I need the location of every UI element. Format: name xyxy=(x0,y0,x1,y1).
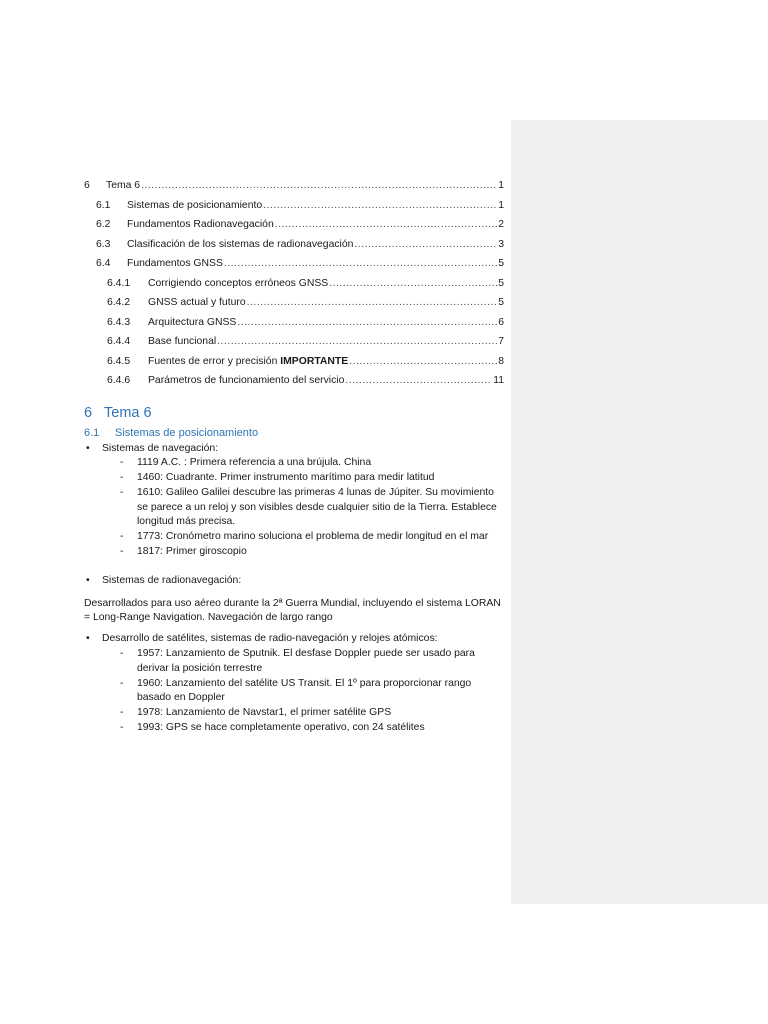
heading-1-number: 6 xyxy=(84,404,93,421)
toc-entry[interactable] xyxy=(84,180,504,200)
toc-entry[interactable] xyxy=(84,356,504,376)
list-item: - 1978: Lanzamiento de Navstar1, el primer satélite GPS xyxy=(102,706,504,721)
list-item: - 1957: Lanzamiento de Sputnik. El desfase Doppler puede ser usado para derivar la posición terrestre xyxy=(102,647,504,677)
toc-entry-page: 2 xyxy=(498,219,504,230)
toc-entry-title: Base funcional xyxy=(148,336,217,347)
toc-leader-dots xyxy=(345,375,492,386)
toc-leader-dots xyxy=(224,258,497,269)
toc-entry-title: Corrigiendo conceptos erróneos GNSS xyxy=(148,277,329,289)
satellite-list xyxy=(102,647,504,736)
toc-leader-dots xyxy=(354,239,497,250)
heading-2 xyxy=(84,427,504,442)
toc-entry[interactable] xyxy=(84,375,504,395)
heading-2-number: 6.1 xyxy=(84,426,100,439)
table-of-contents xyxy=(84,180,504,395)
toc-entry-page: 5 xyxy=(498,258,504,269)
toc-entry-title: Parámetros de funcionamiento del servicio xyxy=(148,375,345,386)
toc-entry-title: GNSS actual y futuro xyxy=(148,297,246,308)
toc-entry-number: 6 xyxy=(84,180,90,191)
heading-1-title: Tema 6 xyxy=(104,404,152,421)
toc-entry-page: 5 xyxy=(498,277,504,289)
toc-entry-page: 7 xyxy=(498,336,504,347)
toc-leader-dots xyxy=(349,356,497,367)
document-page xyxy=(84,180,504,736)
toc-entry-page: 5 xyxy=(498,297,504,308)
toc-entry[interactable] xyxy=(84,297,504,317)
toc-entry[interactable] xyxy=(84,239,504,259)
toc-entry-number: 6.1 xyxy=(96,199,111,211)
toc-leader-dots xyxy=(141,180,497,191)
toc-entry-page: 1 xyxy=(498,199,504,211)
toc-entry-title: Fuentes de error y precisión xyxy=(148,355,281,367)
comment-pane xyxy=(511,120,768,904)
toc-entry-title: Fundamentos GNSS xyxy=(127,258,223,269)
toc-entry-number: 6.4.6 xyxy=(107,375,131,386)
paragraph-loran: Desarrollados para uso aéreo durante la 2ª Guerra Mundial, incluyendo el sistema LORAN = Long-Range Navigation. Navegación de largo rango xyxy=(84,597,501,624)
toc-leader-dots xyxy=(217,336,497,347)
heading-2-title: Sistemas de posicionamiento xyxy=(115,426,259,439)
list-item: - 1993: GPS se hace completamente operativo, con 24 satélites xyxy=(102,721,504,736)
toc-entry[interactable] xyxy=(84,258,504,278)
toc-entry-title: Tema 6 xyxy=(106,180,141,191)
toc-leader-dots xyxy=(247,297,498,308)
bullet-radionavegacion xyxy=(84,574,504,589)
toc-entry-number: 6.4.1 xyxy=(107,277,131,289)
toc-leader-dots xyxy=(329,278,497,289)
toc-entry-page: 8 xyxy=(498,355,504,367)
toc-entry-emphasis: IMPORTANTE xyxy=(280,355,349,367)
toc-entry[interactable] xyxy=(84,200,504,220)
toc-entry-number: 6.4.2 xyxy=(107,297,131,308)
toc-entry-page: 3 xyxy=(498,238,504,250)
toc-entry[interactable] xyxy=(84,278,504,298)
toc-entry-title: Fundamentos Radionavegación xyxy=(127,219,274,230)
toc-leader-dots xyxy=(275,219,497,230)
navigation-list xyxy=(102,456,504,560)
toc-entry-page: 11 xyxy=(493,375,504,386)
toc-entry-title: Arquitectura GNSS xyxy=(148,316,237,328)
bullet-label: Sistemas de radionavegación: xyxy=(102,574,242,586)
toc-entry[interactable] xyxy=(84,317,504,337)
list-item: - 1460: Cuadrante. Primer instrumento marítimo para medir latitud xyxy=(102,471,504,486)
toc-entry-page: 1 xyxy=(498,180,504,191)
list-item: - 1119 A.C. : Primera referencia a una brújula. China xyxy=(102,456,504,471)
bullet-label: Sistemas de navegación: xyxy=(102,442,219,454)
toc-entry[interactable] xyxy=(84,336,504,356)
toc-entry-number: 6.2 xyxy=(96,219,111,230)
toc-entry-title: Clasificación de los sistemas de radionavegación xyxy=(127,238,354,250)
list-item: - 1610: Galileo Galilei descubre las primeras 4 lunas de Júpiter. Su movimiento se parece a un reloj y son visibles desde cualquier sitio de la Tierra. Establece longitud más precisa. xyxy=(102,486,504,530)
list-item: - 1960: Lanzamiento del satélite US Transit. El 1º para proporcionar rango basado en Doppler xyxy=(102,677,504,707)
toc-entry-page: 6 xyxy=(498,316,504,328)
heading-1 xyxy=(84,405,504,427)
list-item: - 1773: Cronómetro marino soluciona el problema de medir longitud en el mar xyxy=(102,530,504,545)
toc-entry-number: 6.4.4 xyxy=(107,336,131,347)
toc-leader-dots xyxy=(263,200,497,211)
bullet-label: Desarrollo de satélites, sistemas de radio-navegación y relojes atómicos: xyxy=(102,633,438,645)
bullet-navegacion xyxy=(84,442,504,560)
toc-entry-number: 6.3 xyxy=(96,238,111,250)
toc-entry[interactable] xyxy=(84,219,504,239)
toc-entry-title: Sistemas de posicionamiento xyxy=(127,199,263,211)
bullet-satelites xyxy=(84,632,504,736)
toc-leader-dots xyxy=(237,317,497,328)
list-item: - 1817: Primer giroscopio xyxy=(102,545,504,560)
toc-entry-number: 6.4 xyxy=(96,258,111,269)
toc-entry-number: 6.4.3 xyxy=(107,316,131,328)
toc-entry-number: 6.4.5 xyxy=(107,355,131,367)
section-body xyxy=(84,442,504,736)
